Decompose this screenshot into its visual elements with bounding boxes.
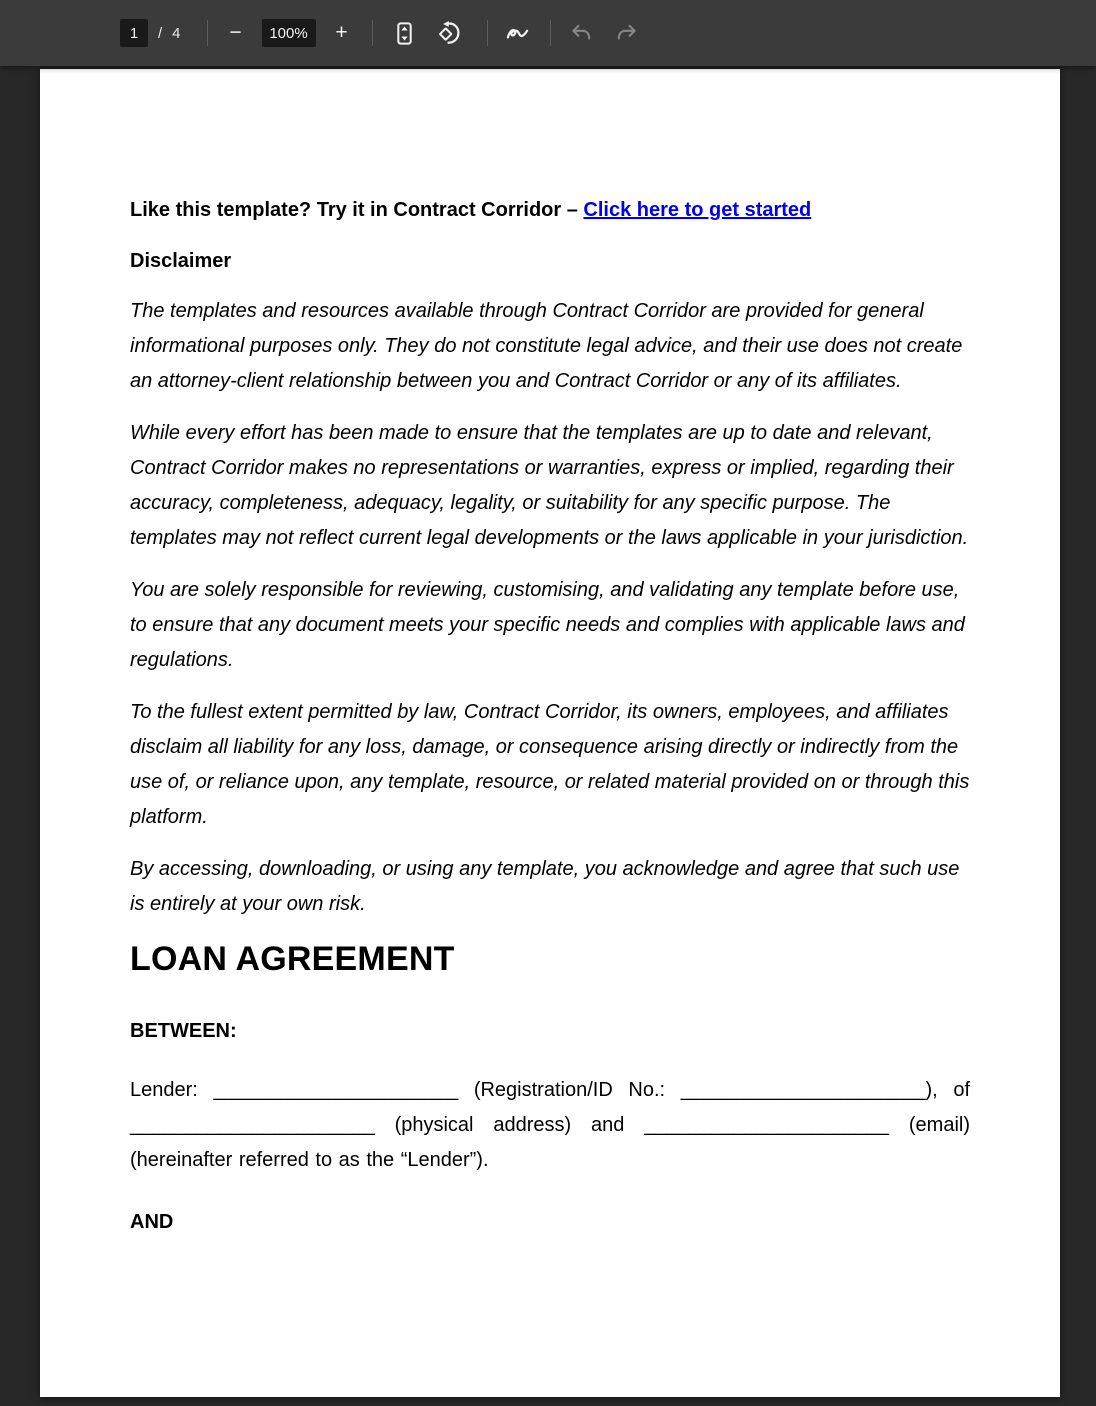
toolbar-separator bbox=[487, 20, 488, 46]
redo-icon bbox=[614, 20, 640, 46]
disclaimer-heading: Disclaimer bbox=[130, 250, 232, 272]
template-cta-heading bbox=[130, 196, 970, 224]
get-started-link[interactable]: Click here to get started bbox=[583, 199, 812, 221]
disclaimer-paragraph-3: You are solely responsible for reviewing, customising, and validating any template before use, to ensure that any document meets your specific needs and complies with applicable laws and regulations. bbox=[130, 579, 965, 671]
lender-clause: Lender: ______________________ (Registration/ID No.: ______________________), of ______________________ (physical address) and ______________________ (email) (hereinafter referred to as the “Lender”). bbox=[130, 1079, 970, 1171]
redo-button[interactable] bbox=[609, 15, 645, 51]
fit-to-page-button[interactable] bbox=[387, 15, 423, 51]
document-title: LOAN AGREEMENT bbox=[130, 940, 455, 978]
toolbar-separator bbox=[550, 20, 551, 46]
page-count: 4 bbox=[172, 24, 181, 42]
disclaimer-paragraph-4: To the fullest extent permitted by law, Contract Corridor, its owners, employees, and affiliates disclaim all liability for any loss, damage, or consequence arising directly or indirectly from the use of, or reliance upon, any template, resource, or related material provided on or through this platform. bbox=[130, 701, 970, 828]
undo-button[interactable] bbox=[563, 15, 599, 51]
annotate-button[interactable] bbox=[500, 15, 536, 51]
zoom-in-button[interactable]: + bbox=[324, 15, 360, 51]
disclaimer-paragraph-2: While every effort has been made to ensure that the templates are up to date and relevant, Contract Corridor makes no representations or warranties, express or implied, regarding their accuracy, completeness, adequacy, legality, or suitability for any specific purpose. The templates may not reflect current legal developments or the laws applicable in your jurisdiction. bbox=[130, 422, 969, 549]
undo-icon bbox=[568, 20, 594, 46]
pdf-viewer-canvas bbox=[0, 66, 1096, 1406]
between-label: BETWEEN: bbox=[130, 1020, 237, 1042]
pdf-toolbar bbox=[0, 0, 1096, 66]
page-divider: / bbox=[158, 24, 163, 42]
rotate-button[interactable] bbox=[431, 15, 467, 51]
rotate-counterclockwise-icon bbox=[435, 20, 462, 47]
zoom-out-button[interactable]: − bbox=[218, 15, 254, 51]
fit-to-page-icon bbox=[391, 20, 418, 47]
page-number-input[interactable] bbox=[120, 19, 148, 47]
disclaimer-paragraph-1: The templates and resources available through Contract Corridor are provided for general informational purposes only. They do not constitute legal advice, and their use does not create an attorney-client relationship between you and Contract Corridor or any of its affiliates. bbox=[130, 300, 963, 392]
zoom-level-input[interactable] bbox=[262, 19, 316, 47]
toolbar-separator bbox=[207, 20, 208, 46]
cta-text: Like this template? Try it in Contract Corridor – bbox=[130, 199, 584, 221]
pen-annotate-icon bbox=[504, 20, 531, 47]
pdf-page-1 bbox=[40, 69, 1060, 1397]
toolbar-separator bbox=[372, 20, 373, 46]
disclaimer-paragraph-5: By accessing, downloading, or using any template, you acknowledge and agree that such use is entirely at your own risk. bbox=[130, 858, 960, 915]
and-label: AND bbox=[130, 1211, 174, 1233]
